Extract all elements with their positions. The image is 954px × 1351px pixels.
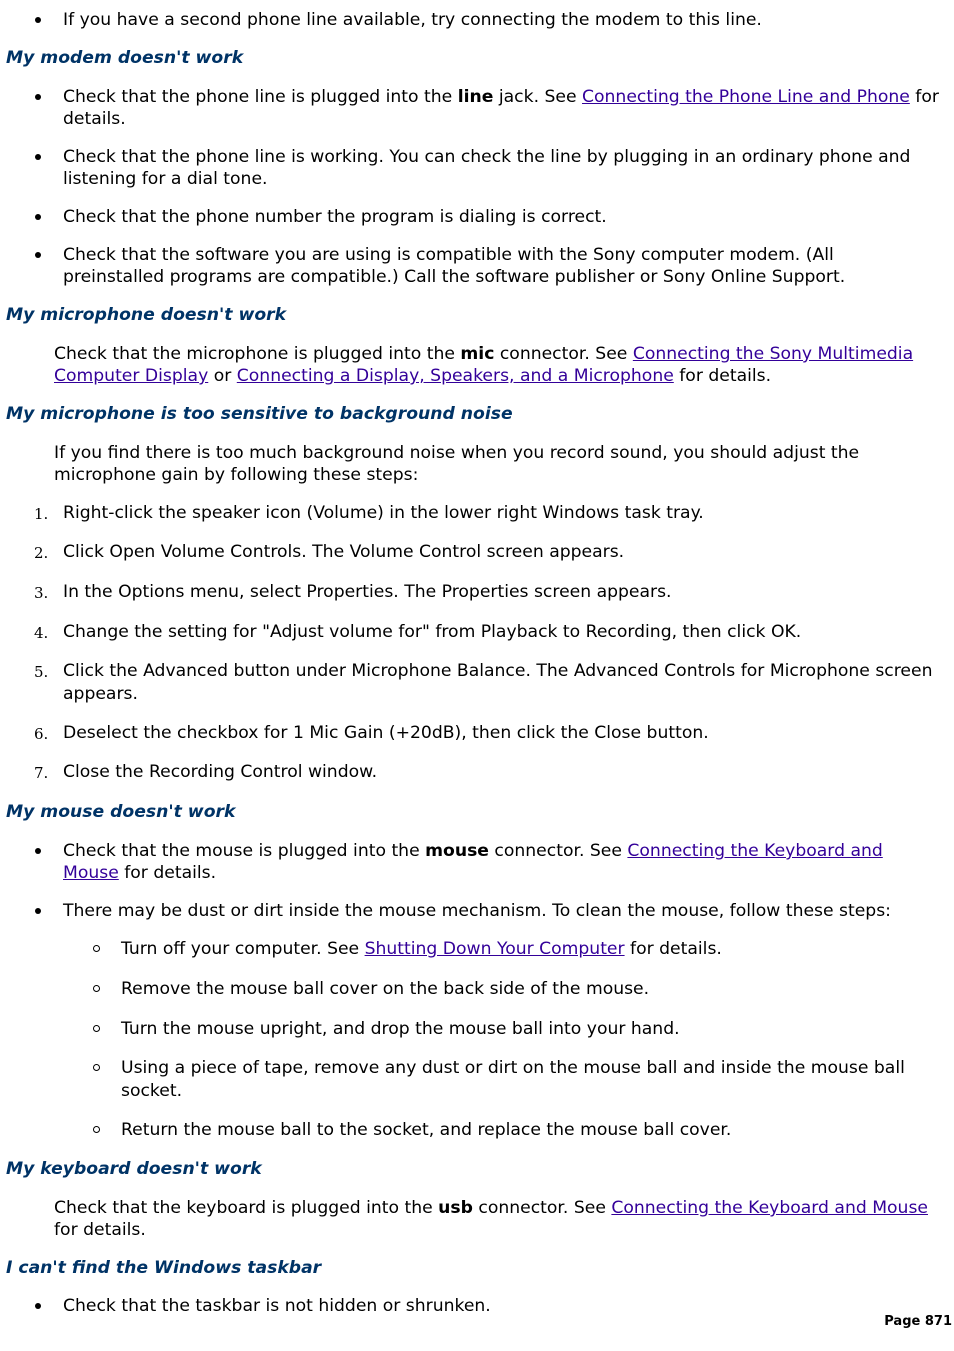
bullet-icon bbox=[35, 252, 41, 258]
link-shutting-down[interactable]: Shutting Down Your Computer bbox=[364, 939, 625, 959]
paragraph: Check that the microphone is plugged into the mic connector. See Connecting the Sony Multimedia Computer Display or Connecting a Display, Speakers, and a Microphone for details. bbox=[54, 344, 914, 386]
section-heading-noise: My microphone is too sensitive to background noise bbox=[6, 404, 513, 424]
step-item: Right-click the speaker icon (Volume) in the lower right Windows task tray. bbox=[63, 503, 704, 523]
step-number: 2. bbox=[34, 544, 49, 562]
link-connecting-phone-line[interactable]: Connecting the Phone Line and Phone bbox=[582, 87, 910, 107]
list-item: Check that the phone line is plugged into the line jack. See Connecting the Phone Line and Phone for details. bbox=[63, 87, 939, 129]
bullet-icon bbox=[35, 214, 41, 220]
bullet-icon bbox=[35, 908, 41, 914]
step-item: In the Options menu, select Properties. The Properties screen appears. bbox=[63, 582, 672, 602]
step-number: 6. bbox=[34, 725, 49, 743]
bullet-icon bbox=[35, 94, 41, 100]
step-item: Deselect the checkbox for 1 Mic Gain (+20dB), then click the Close button. bbox=[63, 723, 709, 743]
step-item: Close the Recording Control window. bbox=[63, 762, 378, 782]
list-item: Check that the phone line is working. You can check the line by plugging in an ordinary phone and listening for a dial tone. bbox=[63, 147, 911, 189]
section-heading-keyboard: My keyboard doesn't work bbox=[6, 1159, 262, 1179]
paragraph: Check that the keyboard is plugged into the usb connector. See Connecting the Keyboard and Mouse for details. bbox=[54, 1198, 928, 1240]
link-connecting-keyboard-mouse[interactable]: Connecting the Keyboard and Mouse bbox=[611, 1198, 928, 1218]
list-item: Check that the phone number the program is dialing is correct. bbox=[63, 207, 607, 227]
step-item: Click the Advanced button under Microphone Balance. The Advanced Controls for Microphone screen appears. bbox=[63, 661, 933, 704]
step-number: 3. bbox=[34, 584, 49, 602]
list-item: Check that the mouse is plugged into the mouse connector. See Connecting the Keyboard and Mouse for details. bbox=[63, 841, 883, 883]
link-connecting-sony-display[interactable]: Connecting the Sony Multimedia Computer Display bbox=[54, 344, 914, 386]
circle-bullet-icon bbox=[93, 1025, 100, 1032]
sub-list-item: Turn the mouse upright, and drop the mouse ball into your hand. bbox=[121, 1019, 680, 1039]
step-item: Click Open Volume Controls. The Volume Control screen appears. bbox=[63, 542, 625, 562]
bullet-icon bbox=[35, 1303, 41, 1309]
sub-list-item: Using a piece of tape, remove any dust or dirt on the mouse ball and inside the mouse ball socket. bbox=[121, 1058, 905, 1101]
bullet-icon bbox=[35, 17, 41, 23]
sub-list-item: Return the mouse ball to the socket, and replace the mouse ball cover. bbox=[121, 1120, 732, 1140]
section-heading-taskbar: I can't find the Windows taskbar bbox=[6, 1258, 322, 1278]
step-number: 1. bbox=[34, 505, 49, 523]
section-heading-modem: My modem doesn't work bbox=[6, 48, 244, 68]
sub-list-item: Remove the mouse ball cover on the back side of the mouse. bbox=[121, 979, 650, 999]
list-item: Check that the taskbar is not hidden or shrunken. bbox=[63, 1296, 491, 1316]
list-item: If you have a second phone line available, try connecting the modem to this line. bbox=[63, 10, 762, 30]
circle-bullet-icon bbox=[93, 1126, 100, 1133]
bullet-icon bbox=[35, 848, 41, 854]
step-item: Change the setting for "Adjust volume for" from Playback to Recording, then click OK. bbox=[63, 622, 802, 642]
page-number: Page 871 bbox=[884, 1314, 952, 1329]
step-number: 4. bbox=[34, 624, 49, 642]
circle-bullet-icon bbox=[93, 945, 100, 952]
list-item: Check that the software you are using is compatible with the Sony computer modem. (All preinstalled programs are compatible.) Call the software publisher or Sony Online Support. bbox=[63, 245, 846, 287]
link-connecting-keyboard-mouse[interactable]: Connecting the Keyboard and Mouse bbox=[63, 841, 883, 883]
section-heading-microphone: My microphone doesn't work bbox=[6, 305, 287, 325]
link-connecting-display-speakers-mic[interactable]: Connecting a Display, Speakers, and a Microphone bbox=[236, 366, 674, 386]
section-heading-mouse: My mouse doesn't work bbox=[6, 802, 236, 822]
paragraph: If you find there is too much background noise when you record sound, you should adjust the microphone gain by following these steps: bbox=[54, 443, 860, 485]
sub-list-item: Turn off your computer. See Shutting Down Your Computer for details. bbox=[121, 939, 722, 959]
circle-bullet-icon bbox=[93, 985, 100, 992]
list-item: There may be dust or dirt inside the mouse mechanism. To clean the mouse, follow these steps: bbox=[63, 901, 891, 921]
bullet-icon bbox=[35, 154, 41, 160]
step-number: 7. bbox=[34, 764, 49, 782]
step-number: 5. bbox=[34, 663, 49, 681]
circle-bullet-icon bbox=[93, 1064, 100, 1071]
